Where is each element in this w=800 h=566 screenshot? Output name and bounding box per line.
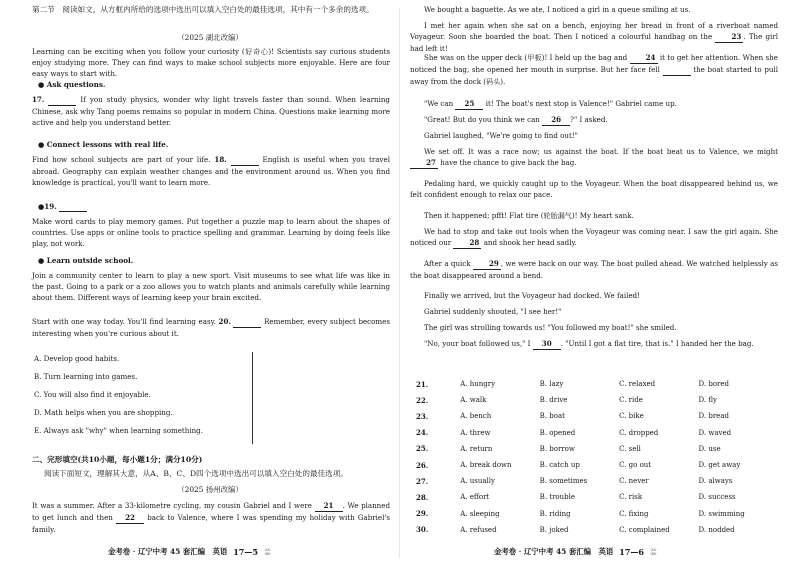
story-para-12: Finally we arrived, but the Voyageur had docked. We failed!: [424, 291, 640, 300]
choice-option-a[interactable]: A. break down: [460, 461, 512, 470]
footer: [494, 546, 657, 557]
heading-ask-questions: ● Ask questions.: [38, 80, 106, 89]
choice-row: [416, 392, 778, 408]
choice-option-d[interactable]: D. nodded: [698, 525, 735, 534]
choice-option-c[interactable]: C. ride: [619, 396, 643, 405]
choice-option-c[interactable]: C. go out: [619, 461, 652, 470]
paragraph-text: Remember, every subject becomes interesting when you're curious about it.: [32, 317, 390, 339]
story-para-4: [424, 98, 778, 110]
story-para-11: [410, 258, 778, 281]
blank-23[interactable]: 23: [715, 31, 743, 43]
choice-number: 21.: [416, 379, 429, 389]
page-mark: [650, 548, 657, 556]
choice-option-a[interactable]: A. effort: [460, 493, 490, 502]
paragraph-text: If you study physics, wonder why light travels faster than sound. When learning Chinese, ask why Tang poems remains so popular in modern China. Questions make learning more active and help you understand better.: [32, 95, 390, 128]
choice-option-a[interactable]: A. walk: [460, 396, 487, 405]
paragraph-text: We had to stop and take out tools when the Voyageur was coming near. I saw the girl again. She noticed our: [410, 227, 778, 248]
page-mark: [264, 548, 271, 556]
paragraph-text: it! The boat's next stop is Valence!" Gabriel came up.: [485, 99, 677, 108]
right-page: [410, 0, 780, 566]
choice-option-c[interactable]: C. dropped: [619, 428, 659, 437]
story-para-8: Pedaling hard, we quickly caught up to the Voyageur. When the boat disappeared behind us, we felt confident enough to relax our pace.: [410, 179, 778, 200]
story-para-5: [424, 114, 778, 126]
choice-option-a[interactable]: A. return: [460, 444, 493, 453]
part2-instruction: 阅读下面短文，理解其大意，从A、B、C、D四个选项中选出可以填入空白处的最佳选项。: [44, 469, 348, 478]
choice-row: [416, 408, 778, 424]
choice-row: [416, 441, 778, 457]
paragraph-20a: Join a community center to learn to play a new sport. Visit museums to see what life was like in the past. Going to a park or a zoo allows you to watch plants and animals carefully while learning about them. Different ways of learning keep your brain excited.: [32, 271, 390, 303]
choice-option-d[interactable]: D. fly: [698, 396, 717, 405]
choice-option-b[interactable]: B. lazy: [539, 380, 564, 389]
paragraph-17: [32, 94, 390, 129]
choice-row: [416, 376, 778, 392]
paragraph-text: "Great! But do you think we can: [424, 115, 540, 124]
story-para-15: [424, 338, 778, 350]
choice-option-d[interactable]: D. get away: [698, 461, 741, 470]
paragraph-text: it to get her attention. When she noticed the bag, she opened her mouth in surprise. But her face fell: [410, 53, 778, 75]
choice-option-c[interactable]: C. risk: [619, 493, 643, 502]
question-number: 18.: [214, 155, 227, 164]
choice-option-d[interactable]: D. waved: [698, 428, 732, 437]
blank-28[interactable]: 28: [453, 237, 481, 249]
answer-blank[interactable]: [233, 316, 261, 328]
paragraph-text: and shook her head sadly.: [483, 238, 577, 248]
answer-blank[interactable]: [231, 154, 259, 166]
story-para-10: [410, 226, 778, 249]
paragraph-text: She was on the upper deck (甲板)! I held up the bag and: [424, 53, 628, 62]
story-para-13: Gabriel suddenly shouted, "I see her!": [424, 307, 562, 316]
footer: [108, 546, 271, 557]
paragraph-text: have the chance to give back the bag.: [440, 158, 577, 168]
option-a: A. Develop good habits.: [34, 354, 120, 363]
choice-option-a[interactable]: A. hungry: [460, 380, 496, 389]
blank-21[interactable]: 21: [315, 500, 343, 512]
choice-number: 29.: [416, 509, 429, 519]
answer-blank[interactable]: [663, 64, 691, 76]
paragraph-text: . The girl had left it!: [410, 32, 778, 54]
page-mark-top: ·23·: [263, 547, 271, 552]
choices-table: [416, 376, 778, 538]
paragraph-text: the boat started to pull away from the dock (码头).: [410, 65, 778, 87]
part2-title: 二、完形填空(共10小题，每小题1分；满分10分): [32, 455, 203, 464]
question-number: ●19.: [38, 202, 57, 211]
choice-option-d[interactable]: D. always: [698, 477, 733, 486]
choice-number: 30.: [416, 525, 429, 535]
paragraph-text: . We planned to get lunch and then: [32, 501, 390, 523]
page-gutter: [399, 8, 400, 558]
question-number: 20.: [218, 317, 231, 326]
paragraph-text: "We can: [424, 99, 454, 108]
choice-option-c[interactable]: C. relaxed: [619, 380, 656, 389]
choice-row: [416, 522, 778, 538]
footer-title: 金考卷 · 辽宁中考 45 套汇编 英语: [108, 547, 228, 556]
option-e: E. Always ask "why" when learning something.: [34, 426, 203, 435]
option-d: D. Math helps when you are shopping.: [34, 408, 173, 417]
choice-number: 26.: [416, 460, 429, 470]
paragraph-20: [32, 316, 390, 339]
source-note: （2025 湖北改编）: [177, 33, 243, 42]
choice-option-d[interactable]: D. swimming: [698, 509, 745, 518]
choice-number: 25.: [416, 444, 429, 454]
choice-row: [416, 489, 778, 505]
blank-22[interactable]: 22: [116, 512, 144, 524]
choice-number: 22.: [416, 395, 429, 405]
intro-paragraph: Learning can be exciting when you follow your curiosity (好奇心)! Scientists say curious students enjoy studying more. They can find ways to make school subjects more enjoyable. Here are four easy ways to start with.: [32, 47, 390, 79]
choice-number: 23.: [416, 411, 429, 421]
page-number: 17—5: [233, 546, 258, 557]
choice-option-a[interactable]: A. refused: [460, 525, 497, 534]
choice-option-a[interactable]: A. usually: [460, 477, 495, 486]
choice-option-d[interactable]: D. bored: [698, 380, 730, 389]
choice-option-a[interactable]: A. bench: [460, 412, 492, 421]
story-para-3: [410, 52, 778, 88]
choice-row: [416, 425, 778, 441]
choice-option-c[interactable]: C. never: [619, 477, 649, 486]
blank-24[interactable]: 24: [630, 52, 658, 64]
story-para-6: Gabriel laughed, "We're going to find out!": [424, 131, 578, 140]
choice-option-d[interactable]: D. bread: [698, 412, 729, 421]
paragraph-text: Find how school subjects are part of your life.: [32, 155, 211, 164]
story-para-2: [410, 20, 778, 55]
story-paragraph: [32, 500, 390, 536]
paragraph-text: Start with one way today. You'll find learning easy.: [32, 317, 216, 326]
choice-option-b[interactable]: B. joked: [539, 525, 569, 534]
choice-option-a[interactable]: A. threw: [460, 428, 491, 437]
choice-row: [416, 457, 778, 473]
choice-option-c[interactable]: C. bike: [619, 412, 644, 421]
choice-option-b[interactable]: B. boat: [539, 412, 565, 421]
paragraph-text: "No, your boat followed us," I: [424, 339, 531, 348]
choice-option-c[interactable]: C. fixing: [619, 509, 649, 518]
paragraph-text: ?" I asked.: [570, 115, 608, 124]
page-number: 17—6: [619, 546, 644, 557]
choice-option-b[interactable]: B. trouble: [539, 493, 576, 502]
blank-27[interactable]: 27: [410, 157, 438, 169]
blank-25[interactable]: 25: [455, 98, 483, 110]
page-mark-bottom: ·38·: [263, 551, 271, 556]
choice-number: 28.: [416, 492, 429, 502]
option-c: C. You will also find it enjoyable.: [34, 390, 151, 399]
choice-row: [416, 506, 778, 522]
choice-option-d[interactable]: D. success: [698, 493, 736, 502]
footer-title: 金考卷 · 辽宁中考 45 套汇编 英语: [494, 547, 614, 556]
choice-option-b[interactable]: B. catch up: [539, 461, 580, 470]
blank-29[interactable]: 29: [473, 258, 501, 270]
left-page: [24, 0, 394, 566]
choice-option-b[interactable]: B. riding: [539, 509, 571, 518]
blank-30[interactable]: 30: [533, 338, 561, 350]
paragraph-text: , we were back on our way. The boat pulled ahead. We watched helplessly as the boat disappeared around a bend.: [410, 259, 779, 281]
choice-option-c[interactable]: C. sell: [619, 444, 641, 453]
paragraph-19: Make word cards to play memory games. Put together a puzzle map to learn about the shapes of countries. Use apps or online tools to practice spelling and grammar. Learning by doing feels like play, not work.: [32, 217, 390, 249]
choice-option-a[interactable]: A. sleeping: [460, 509, 500, 518]
choice-option-b[interactable]: B. opened: [539, 428, 576, 437]
blank-26[interactable]: 26: [542, 114, 570, 126]
story-para-9: Then it happened; pfft! Flat tire (轮胎漏气)! My heart sank.: [424, 211, 634, 220]
question-number: 17.: [32, 95, 45, 104]
choice-number: 24.: [416, 428, 429, 438]
part2-source: （2025 扬州改编）: [177, 485, 243, 494]
paragraph-text: We set off. It was a race now; us against the boat. If the boat beat us to Valence, we might: [424, 147, 778, 156]
heading-real-life: ● Connect lessons with real life.: [38, 140, 169, 149]
choice-option-c[interactable]: C. complained: [619, 525, 670, 534]
choice-row: [416, 473, 778, 489]
answer-blank[interactable]: [48, 94, 76, 106]
paragraph-text: . "Until I got a flat tire, that is." I handed her the bag.: [560, 339, 754, 348]
page-mark-bottom: ·38·: [649, 551, 657, 556]
choice-option-b[interactable]: B. borrow: [539, 444, 575, 453]
answer-blank[interactable]: [59, 202, 87, 212]
story-para-7: [410, 146, 778, 169]
paragraph-text: It was a summer. After a 33-kilometre cycling, my cousin Gabriel and I were: [32, 501, 312, 510]
page-mark-top: ·23·: [649, 547, 657, 552]
choice-option-d[interactable]: D. use: [698, 444, 721, 453]
heading-19: [38, 202, 87, 212]
paragraph-text: back to Valence, where I was spending my holiday with Gabriel's family.: [32, 513, 390, 535]
choice-option-b[interactable]: B. sometimes: [539, 477, 588, 486]
choice-option-b[interactable]: B. drive: [539, 396, 568, 405]
paragraph-text: After a quick: [424, 259, 471, 268]
choice-number: 27.: [416, 476, 429, 486]
option-b: B. Turn learning into games.: [34, 372, 138, 381]
heading-outside-school: ● Learn outside school.: [38, 256, 134, 265]
story-para-14: The girl was strolling towards us! "You followed my boat!" she smiled.: [424, 323, 677, 332]
story-para-1: We bought a baguette. As we ate, I noticed a girl in a queue smiling at us.: [424, 5, 691, 14]
paragraph-18: [32, 154, 390, 189]
paragraph-text: English is useful when you travel abroad. Geography can explain weather changes and the environment around us. When you find knowledge is practical, you'll want to learn more.: [32, 155, 390, 188]
paragraph-text: I met her again when she sat on a bench, enjoying her bread in front of a riverboat named Voyageur. Soon she boarded the boat. Then I noticed a colourful handbag on the: [410, 21, 778, 42]
options-box: [30, 352, 253, 444]
section-title: 第二节 阅读如文，从方框内所给的选项中选出可以填入空白处的最佳选项，其中有一个多余的选项。: [32, 5, 374, 14]
